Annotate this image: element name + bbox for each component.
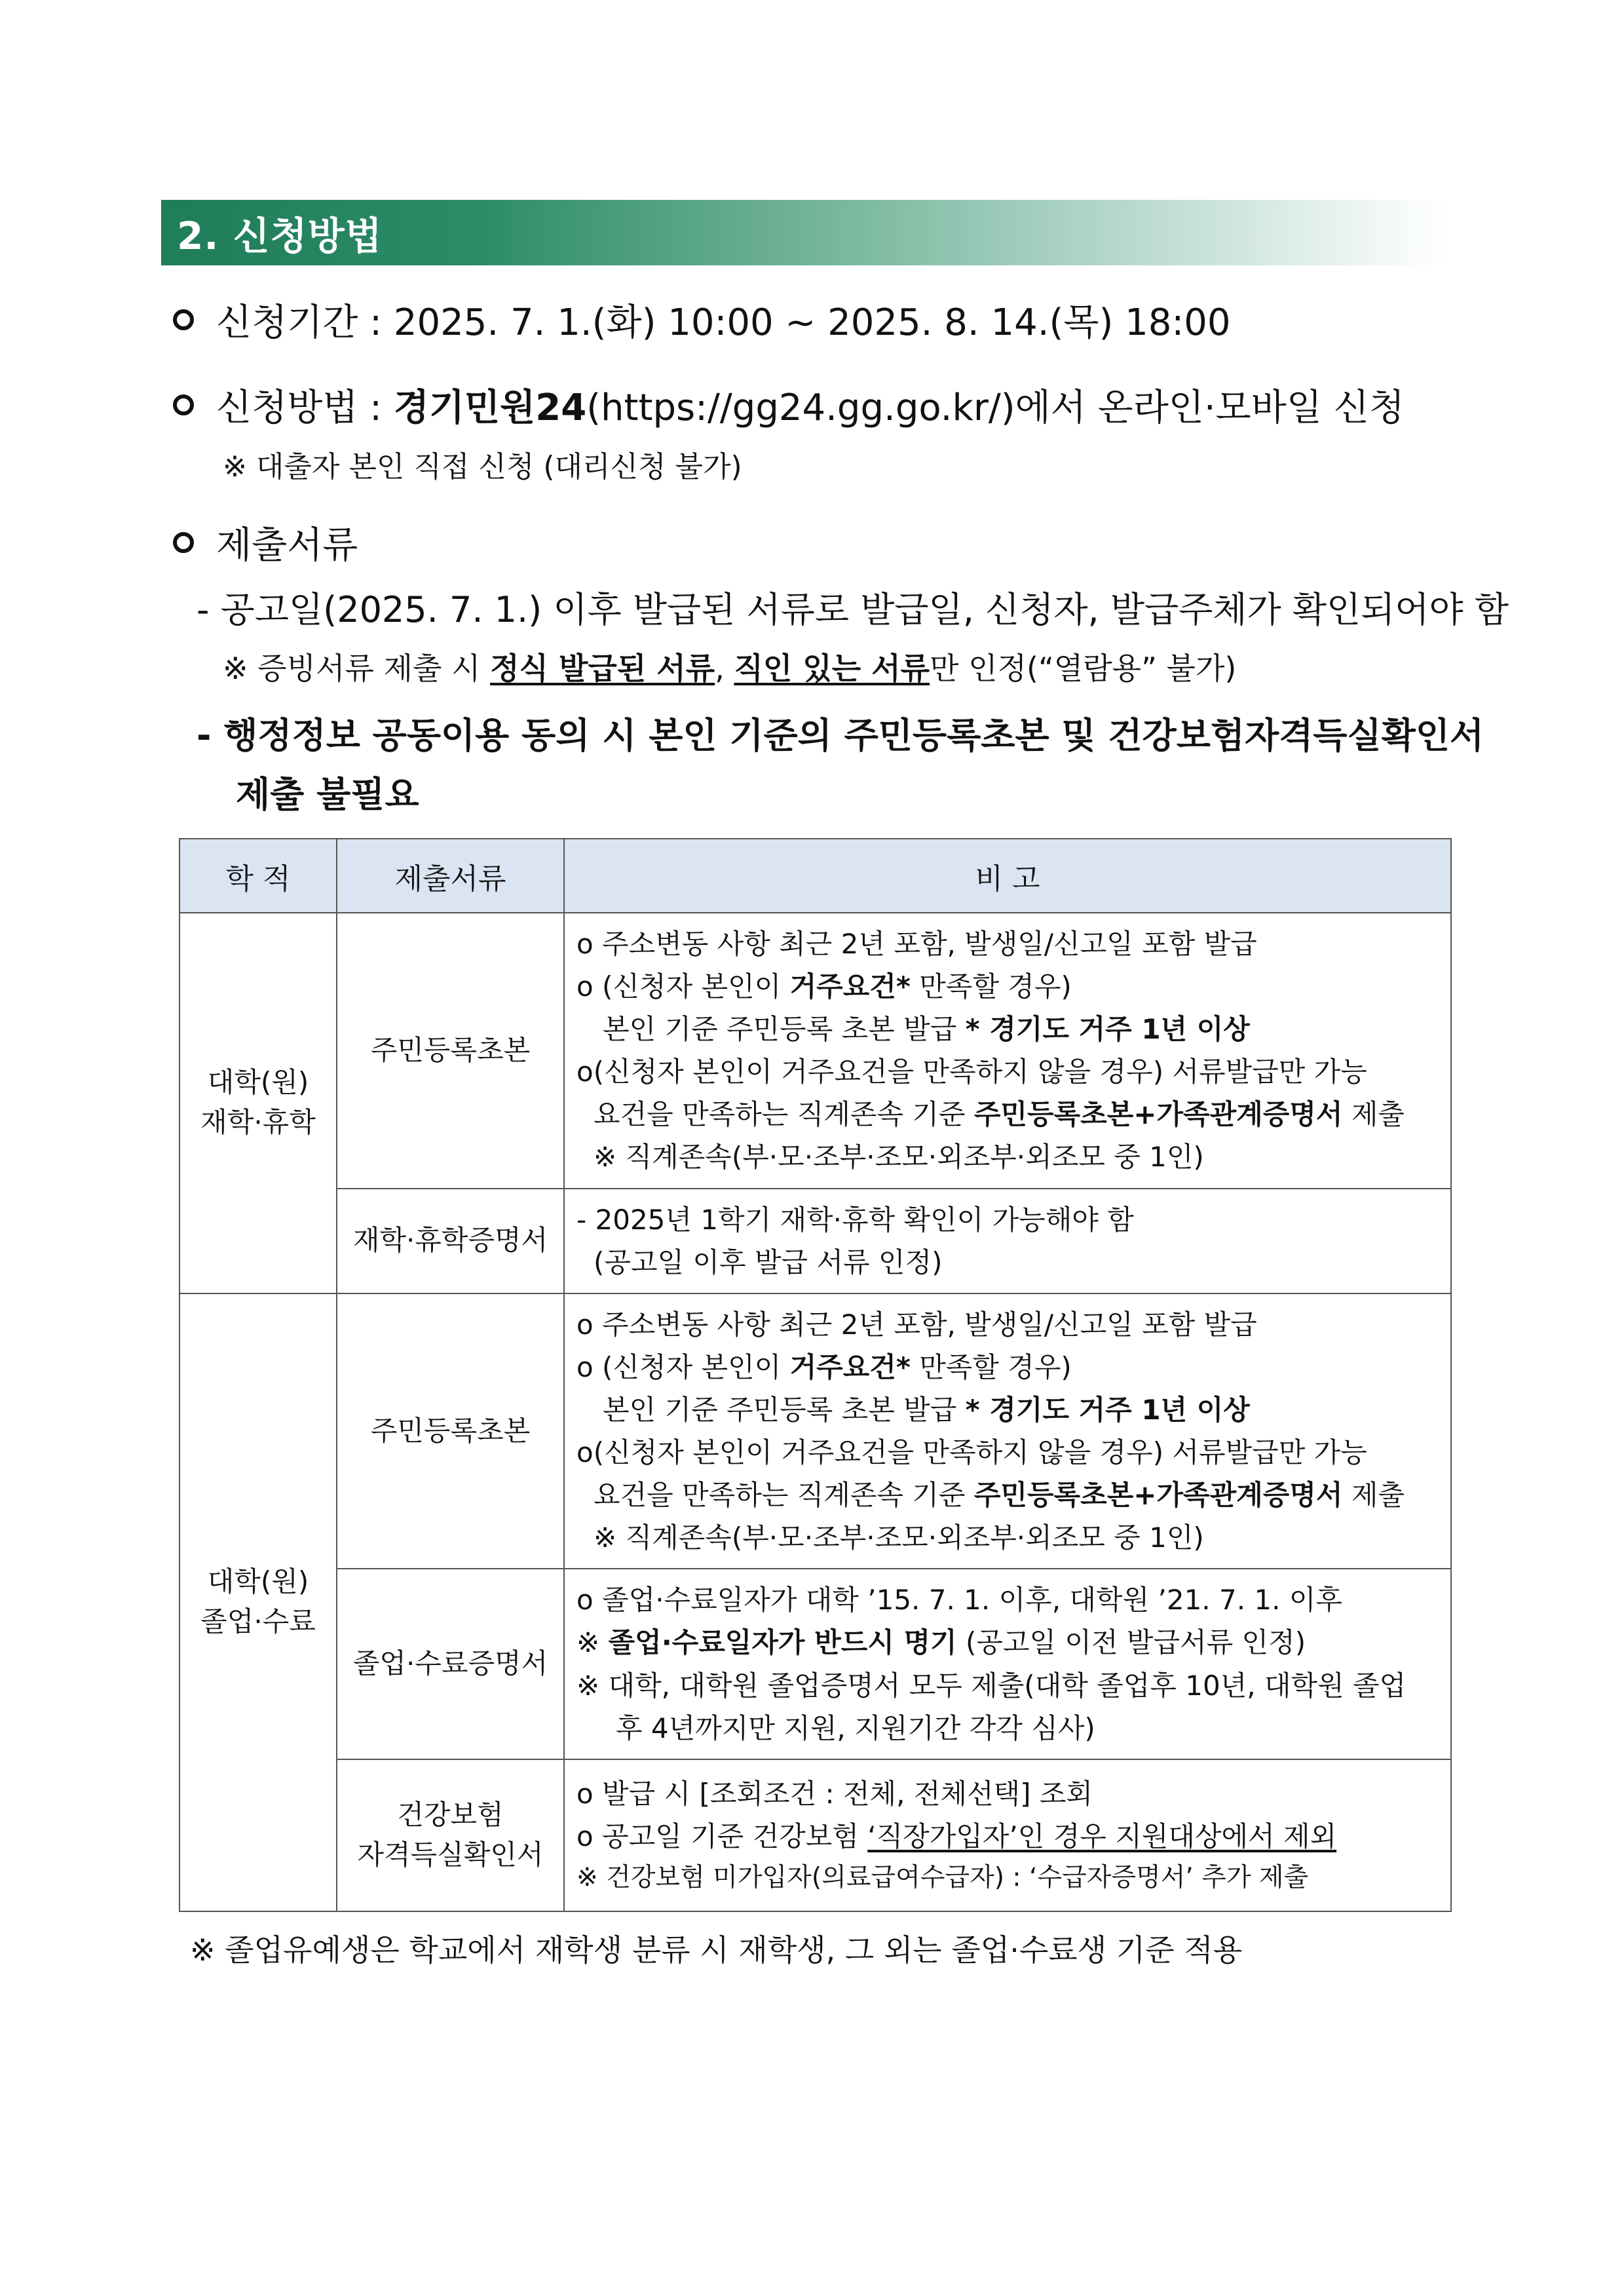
status-line2: 재학·휴학 <box>200 1106 316 1139</box>
remark-resident-abstract <box>564 1293 1451 1569</box>
remark-line: o 주소변동 사항 최근 2년 포함, 발생일/신고일 포함 발급 <box>576 928 1257 960</box>
documents-title: 제출서류 <box>216 524 358 567</box>
remark-line: ※ 졸업·수료일자가 반드시 명기 (공고일 이전 발급서류 인정) <box>576 1626 1306 1659</box>
doc-graduation-certificate: 졸업·수료증명서 <box>337 1569 564 1759</box>
status-enrolled <box>179 913 337 1293</box>
documents-note-seal: 직인 있는 서류 <box>734 651 930 686</box>
remark-resident-abstract <box>564 913 1451 1189</box>
remark-line: o 주소변동 사항 최근 2년 포함, 발생일/신고일 포함 발급 <box>576 1308 1257 1341</box>
documents-line2b: 제출 불필요 <box>236 774 419 815</box>
documents-note-mid: , <box>715 651 734 686</box>
remark-line: 요건을 만족하는 직계존속 기준 주민등록초본+가족관계증명서 제출 <box>594 1098 1405 1131</box>
remark-line: 후 4년까지만 지원, 지원기간 각각 심사) <box>616 1712 1095 1744</box>
footer-note: ※ 졸업유예생은 학교에서 재학생 분류 시 재학생, 그 외는 졸업·수료생 기준 적용 <box>190 1932 1243 1968</box>
section-title: 2. 신청방법 <box>177 214 383 258</box>
remark-line: o (신청자 본인이 거주요건* 만족할 경우) <box>576 1350 1072 1383</box>
circle-bullet-icon <box>173 532 194 553</box>
remark-line: o(신청자 본인이 거주요건을 만족하지 않을 경우) 서류발급만 가능 <box>576 1436 1367 1469</box>
documents-line1: - 공고일(2025. 7. 1.) 이후 발급된 서류로 발급일, 신청자, 발급주체가 확인되어야 함 <box>197 589 1509 630</box>
method-rest: (https://gg24.gg.go.kr/)에서 온라인·모바일 신청 <box>586 387 1405 429</box>
header-documents: 제출서류 <box>337 839 564 913</box>
remark-line: - 2025년 1학기 재학·휴학 확인이 가능해야 함 <box>576 1203 1134 1236</box>
method-label: 신청방법 : <box>216 387 394 429</box>
documents-note-prefix: ※ 증빙서류 제출 시 <box>223 651 491 686</box>
documents-note-official: 정식 발급된 서류 <box>490 651 715 686</box>
remark-line: o 발급 시 [조회조건 : 전체, 전체선택] 조회 <box>576 1778 1093 1810</box>
circle-bullet-icon <box>173 394 194 415</box>
doc-enrollment-certificate: 재학·휴학증명서 <box>337 1189 564 1293</box>
doc-resident-abstract: 주민등록초본 <box>337 913 564 1189</box>
status-line2: 졸업·수료 <box>200 1605 316 1638</box>
method-note: ※ 대출자 본인 직접 신청 (대리신청 불가) <box>223 450 742 484</box>
table-header-row <box>179 839 1451 913</box>
table-row <box>179 1293 1451 1569</box>
remark-line: 본인 기준 주민등록 초본 발급 * 경기도 거주 1년 이상 <box>603 1393 1250 1426</box>
status-line1: 대학(원) <box>207 1066 309 1099</box>
header-remarks: 비 고 <box>564 839 1451 913</box>
circle-bullet-icon <box>173 309 194 330</box>
period-line <box>161 294 1231 346</box>
remark-line: 본인 기준 주민등록 초본 발급 * 경기도 거주 1년 이상 <box>603 1013 1250 1046</box>
remark-graduation-certificate <box>564 1569 1451 1759</box>
remark-line: ※ 직계존속(부·모·조부·조모·외조부·외조모 중 1인) <box>594 1141 1204 1174</box>
status-line1: 대학(원) <box>207 1565 309 1598</box>
remark-line: ※ 대학, 대학원 졸업증명서 모두 제출(대학 졸업후 10년, 대학원 졸업 <box>576 1669 1407 1702</box>
header-status: 학 적 <box>179 839 337 913</box>
table-row <box>179 913 1451 1189</box>
section-header <box>161 200 1445 265</box>
doc-resident-abstract: 주민등록초본 <box>337 1293 564 1569</box>
remark-line: o 공고일 기준 건강보험 ‘직장가입자’인 경우 지원대상에서 제외 <box>576 1820 1337 1853</box>
method-site: 경기민원24 <box>393 387 587 429</box>
doc-health-insurance <box>337 1759 564 1911</box>
table-row <box>179 1189 1451 1293</box>
remark-line: (공고일 이후 발급 서류 인정) <box>594 1246 943 1278</box>
remark-line: o 졸업·수료일자가 대학 ’15. 7. 1. 이후, 대학원 ’21. 7. 1. 이후 <box>576 1584 1342 1617</box>
doc-line2: 자격득실확인서 <box>357 1838 544 1871</box>
remark-line: ※ 건강보험 미가입자(의료급여수급자) : ‘수급자증명서’ 추가 제출 <box>576 1862 1309 1892</box>
remark-line: o(신청자 본인이 거주요건을 만족하지 않을 경우) 서류발급만 가능 <box>576 1056 1367 1088</box>
table-row <box>179 1759 1451 1911</box>
status-graduated <box>179 1293 337 1911</box>
documents-line <box>161 516 358 569</box>
documents-table <box>179 838 1452 1912</box>
documents-note <box>223 645 1236 688</box>
remark-enrollment-certificate <box>564 1189 1451 1293</box>
doc-line1: 건강보험 <box>397 1798 504 1831</box>
remark-health-insurance <box>564 1759 1451 1911</box>
documents-line2a: - 행정정보 공동이용 동의 시 본인 기준의 주민등록초본 및 건강보험자격득실확인서 <box>197 715 1484 756</box>
table-row <box>179 1569 1451 1759</box>
method-line <box>161 379 1405 431</box>
period-text: 신청기간 : 2025. 7. 1.(화) 10:00 ~ 2025. 8. 14.(목) 18:00 <box>216 301 1231 344</box>
remark-line: o (신청자 본인이 거주요건* 만족할 경우) <box>576 970 1072 1003</box>
remark-line: ※ 직계존속(부·모·조부·조모·외조부·외조모 중 1인) <box>594 1521 1204 1554</box>
documents-note-suffix: 만 인정(“열람용” 불가) <box>930 651 1237 686</box>
remark-line: 요건을 만족하는 직계존속 기준 주민등록초본+가족관계증명서 제출 <box>594 1479 1405 1512</box>
